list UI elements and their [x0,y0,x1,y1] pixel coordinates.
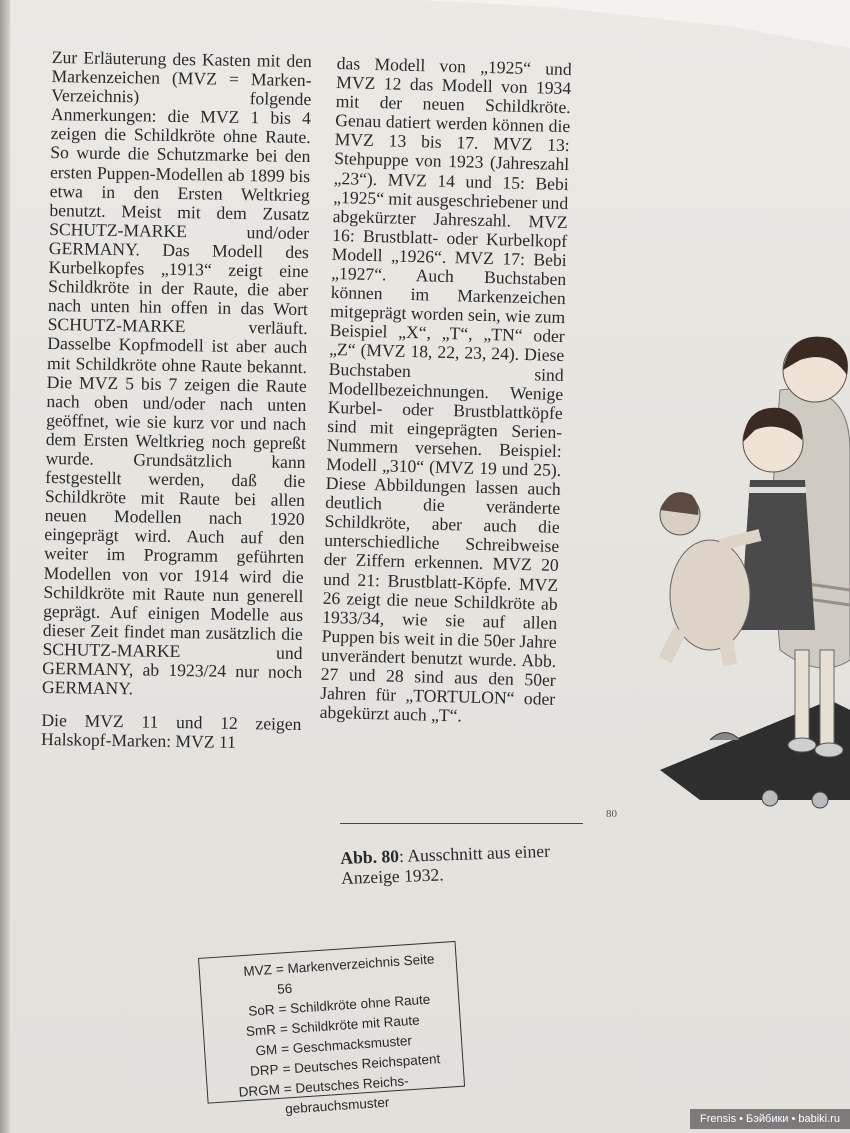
figure-caption-label: Abb. 80 [340,845,400,868]
legend-abbr [213,1100,286,1125]
legend-abbr: DRP [249,1061,280,1079]
left-paragraph-2: Die MVZ 11 und 12 zeigen Halskopf-Marken: MVZ 11 [40,710,302,753]
figure-number: 80 [606,808,617,820]
legend-meaning: gebrauchsmuster [284,1094,390,1117]
legend-meaning: = Schildkröte mit Raute [279,1012,421,1037]
legend-abbr: DRGM [238,1081,281,1100]
book-spine-shadow [0,0,10,1133]
text-column-right [320,54,572,728]
caption-divider [340,823,583,824]
figure-caption-text: : Ausschnitt aus einer Anzeige 1932. [340,840,551,888]
abbreviation-legend [198,941,465,1117]
left-paragraph-1: Zur Erläuterung des Kasten mit den Markenzeichen (MVZ = Marken-Verzeichnis) folgende Anmerkungen: die MVZ 1 bis 4 zeigen die Schildkröte ohne Raute. So wurde die Schutzmarke bei den ersten Puppen-Modellen ab 1899 bis etwa in den Ersten Weltkrieg benutzt. Meist mit dem Zusatz SCHUTZ-MARKE und/oder GERMANY. Das Modell des Kurbelkopfes „1913“ zeigt eine Schildkröte in der Raute, die aber nach unten hin offen in das Wort SCHUTZ-MARKE verläuft. Dasselbe Kopfmodell ist aber auch mit Schildkröte ohne Raute bekannt. Die MVZ 5 bis 7 zeigen die Raute nach oben und/oder nach unten geöffnet, wie sie kurz vor und nach dem Ersten Weltkrieg noch gepreßt wurde. Grundsätzlich kann festgestellt werden, daß die Schildkröte mit Raute bei allen neuen Modellen nach 1920 eingeprägt wird. Auch auf den weiter im Programm geführten Modellen von vor 1914 wird die Schildkröte mit Raute nun generell geprägt. Auf einigen Modelle aus dieser Zeit findet man zusätzlich die SCHUTZ-MARKE und GERMANY, ab 1923/24 nur noch GERMANY. [41,47,312,699]
legend-meaning: = Deutsches Reichs- [283,1073,410,1097]
legend-abbr: SmR [245,1022,277,1039]
legend-meaning: = Geschmacksmuster [280,1033,413,1057]
legend-abbr: SoR [247,1002,276,1019]
right-paragraph-1: das Modell von „1925“ und MVZ 12 das Modell von 1934 mit der neuen Schildkröte. Genau datiert werden können die MVZ 13 bis 17. MVZ 13: Stehpuppe von 1923 (Jahreszahl „23“). MVZ 14 und 15: Bebi „1925“ mit ausgeschriebener und abgekürzter Jahreszahl. MVZ 16: Brustblatt- oder Kurbelkopf Modell „1926“. MVZ 17: Bebi „1927“. Auch Buchstaben können im Markenzeichen mitgeprägt worden sein, wie zum Beispiel „X“, „T“, „TN“ oder „Z“ (MVZ 18, 22, 23, 24). Diese Buchstaben sind Modellbezeichnungen. Wenige Kurbel- oder Brustblattköpfe sind mit eingeprägten Serien-Nummern versehen. Beispiel: Modell „310“ (MVZ 19 und 25). Diese Abbildungen lassen auch deutlich die veränderte Schildkröte, aber auch die unterschiedliche Schreibweise der Ziffern erkennen. MVZ 20 und 21: Brustblatt-Köpfe. MVZ 26 zeigt die neue Schildkröte ab 1933/34, wie sie auf allen Puppen bis weit in die 50er Jahre unverändert benutzt wurde. Abb. 27 und 28 sind aus den 50er Jahren für „TORTULON“ oder abgekürzt auch „T“. [319,53,572,726]
legend-abbr: GM [255,1041,278,1059]
legend-meaning: = Deutsches Reichspatent [282,1051,441,1077]
text-column-left [41,48,312,753]
legend-meaning: = Schildkröte ohne Raute [278,991,431,1017]
children-with-doll-illustration [630,330,850,810]
figure-caption [340,839,611,888]
legend-meaning: = Markenverzeichnis Seite 56 [275,951,435,997]
site-watermark: Frensis • Бэйбики • babiki.ru [690,1109,850,1129]
legend-abbr: MVZ [242,962,273,979]
facing-page-edge [420,0,850,48]
